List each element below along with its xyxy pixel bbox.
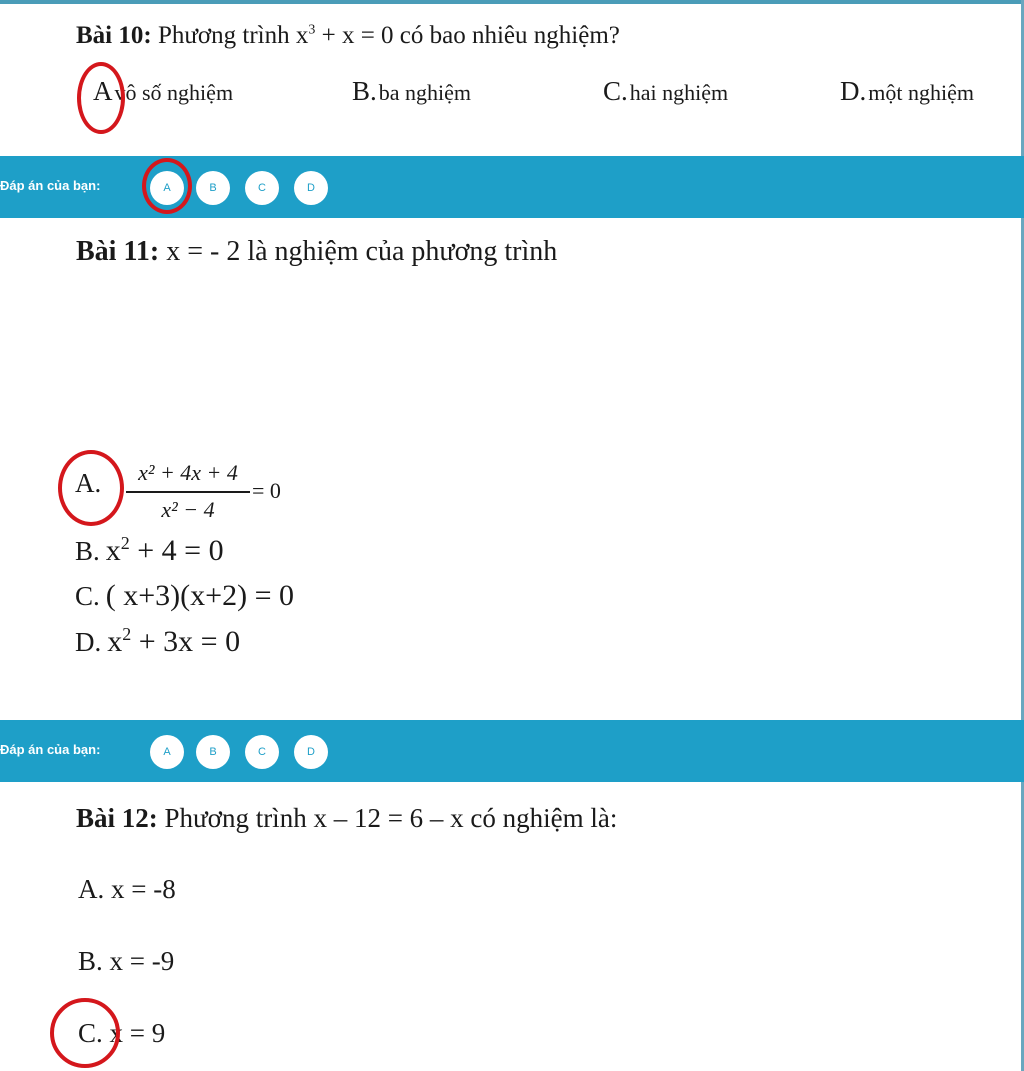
q11-option-b-rest: + 4 = 0: [129, 534, 224, 567]
q10-option-d-letter: D.: [840, 76, 867, 106]
q10-option-b: [352, 76, 471, 107]
answer-choice-c[interactable]: C: [245, 735, 279, 769]
q11-option-d-rest: + 3x = 0: [131, 625, 241, 658]
q10-option-a: [93, 76, 233, 107]
q12-option-b-letter: B.: [78, 946, 103, 976]
q11-option-c-letter: C.: [75, 581, 100, 611]
q11-option-d-letter: D.: [75, 627, 102, 657]
answer-choice-d[interactable]: D: [294, 735, 328, 769]
question-10-superscript: 3: [308, 22, 316, 38]
question-12-label: Bài 12:: [76, 803, 158, 833]
q10-option-c-text: hai nghiệm: [629, 80, 729, 105]
question-12-title: [76, 803, 617, 834]
q11-option-b-base: x: [105, 534, 121, 567]
answer-bar-q11: [0, 720, 1024, 782]
q12-option-b-text: x = -9: [109, 946, 175, 976]
q11-option-c: [75, 579, 294, 613]
q11-option-a-letter: A.: [75, 468, 102, 498]
fraction-denominator: x² − 4: [161, 497, 215, 522]
q11-option-b-expr: [106, 534, 224, 567]
q12-option-a-text: x = -8: [111, 874, 176, 904]
q10-option-d: [840, 76, 974, 107]
q12-option-c-text: x = 9: [109, 1018, 166, 1048]
q11-option-d-base: x: [107, 625, 123, 658]
q12-option-c-letter: C.: [78, 1018, 103, 1048]
q11-option-d: [75, 624, 240, 659]
answer-choice-d[interactable]: D: [294, 171, 328, 205]
q11-option-a-fraction: [126, 458, 250, 524]
q12-option-c: [78, 1018, 165, 1049]
answer-choice-a[interactable]: A: [150, 735, 184, 769]
q10-option-a-text: vô số nghiệm: [114, 80, 234, 105]
answer-choice-b[interactable]: B: [196, 735, 230, 769]
question-10-title: [76, 22, 620, 50]
q12-option-a-letter: A.: [78, 874, 105, 904]
answer-bar-q10: [0, 156, 1024, 218]
q11-option-d-expr: [107, 625, 240, 658]
q11-option-b: [75, 533, 224, 568]
answer-bar-label: Đáp án của bạn:: [0, 742, 101, 757]
q10-option-b-text: ba nghiệm: [378, 80, 472, 105]
question-10-text-before: Phương trình x: [157, 22, 309, 49]
top-border: [0, 0, 1024, 4]
answer-choice-c[interactable]: C: [245, 171, 279, 205]
q11-option-a-rhs: = 0: [252, 478, 281, 503]
question-12-text: Phương trình x – 12 = 6 – x có nghiệm là:: [164, 803, 618, 833]
question-10-label: Bài 10:: [76, 22, 152, 49]
q11-option-b-letter: B.: [75, 536, 100, 566]
fraction-bar: [126, 491, 250, 493]
q10-option-c: [603, 76, 728, 107]
answer-choice-a[interactable]: A: [150, 171, 184, 205]
q10-option-b-letter: B.: [352, 76, 377, 106]
question-10-text: [158, 22, 620, 49]
q12-option-b: [78, 946, 174, 977]
answer-bar-label: Đáp án của bạn:: [0, 178, 101, 193]
q11-option-c-expr: ( x+3)(x+2) = 0: [105, 579, 294, 612]
question-11-title: [76, 236, 557, 268]
q12-option-a: [78, 874, 176, 905]
q10-option-a-letter: A: [93, 76, 113, 106]
q11-option-b-sup: 2: [120, 533, 130, 553]
q10-option-d-text: một nghiệm: [868, 80, 974, 105]
q10-option-c-letter: C.: [603, 76, 628, 106]
fraction-numerator: x² + 4x + 4: [138, 460, 238, 485]
q11-option-d-sup: 2: [122, 624, 132, 644]
answer-choice-b[interactable]: B: [196, 171, 230, 205]
question-10-text-after: + x = 0 có bao nhiêu nghiệm?: [315, 22, 620, 49]
question-11-label: Bài 11:: [76, 236, 160, 267]
question-11-text: x = - 2 là nghiệm của phương trình: [166, 236, 558, 267]
